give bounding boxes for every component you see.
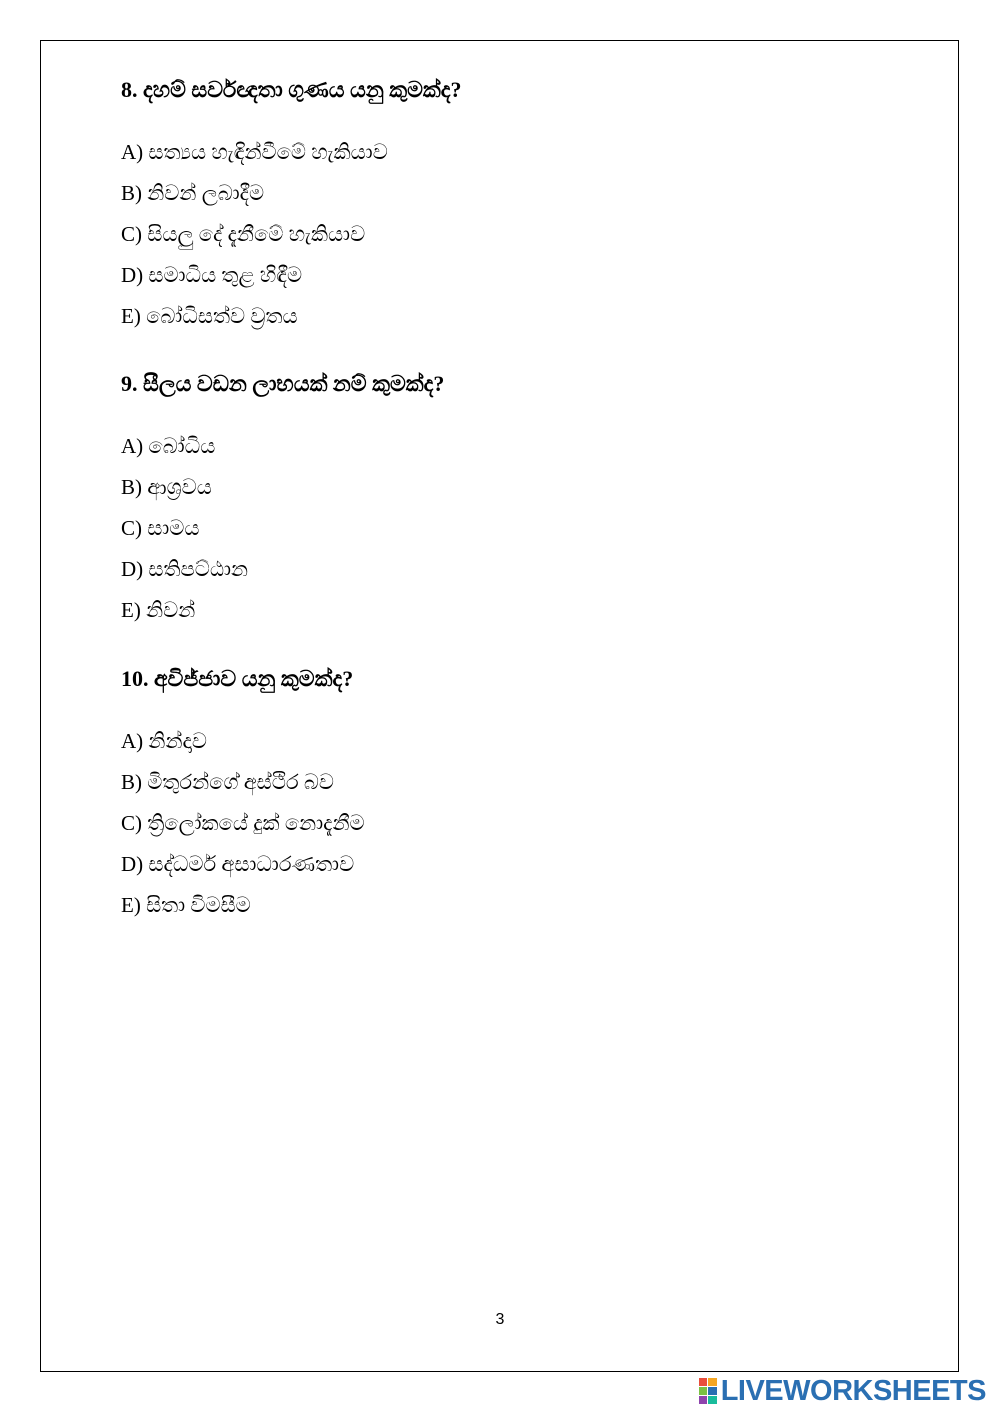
option-a[interactable]: A) බෝධිය: [121, 434, 216, 458]
option-b[interactable]: B) ආශ්‍රවය: [121, 475, 212, 499]
option-d[interactable]: D) සතිපට්ඨාන: [121, 557, 249, 581]
question-title: 10. අවිජ්ජාව යනු කුමක්ද?: [121, 666, 354, 691]
logo-square-3: [699, 1387, 708, 1395]
option-d[interactable]: D) සද්ධර්ම අසාධාරණතාව: [121, 852, 355, 876]
logo-square-5: [699, 1396, 708, 1404]
logo-square-4: [708, 1387, 717, 1395]
option-e[interactable]: E) බෝධිසත්ව ව්‍රතය: [121, 304, 298, 328]
brand-name: LIVEWORKSHEETS: [720, 1375, 986, 1407]
liveworksheets-logo-icon: [699, 1378, 717, 1404]
liveworksheets-brand[interactable]: [699, 1375, 986, 1407]
option-c[interactable]: C) සාමය: [121, 516, 200, 540]
option-b[interactable]: B) නිවන් ලබාදීම: [121, 181, 265, 205]
page-number: 3: [495, 1311, 505, 1328]
question-title: 9. සීලය වඩන ලාභයක් නම් කුමක්ද?: [121, 371, 445, 396]
question-10: [121, 664, 921, 931]
option-c[interactable]: C) ත්‍රිලෝකයේ දුක් නොදැනීම: [121, 811, 365, 835]
logo-square-6: [708, 1396, 717, 1404]
option-list: [121, 137, 921, 342]
option-e[interactable]: E) සිතා විමසීම: [121, 893, 251, 917]
option-a[interactable]: A) නින්දාව: [121, 729, 207, 753]
question-9: [121, 369, 921, 636]
option-d[interactable]: D) සමාධිය තුළ හිඳීම: [121, 263, 303, 287]
option-c[interactable]: C) සියලු දේ දැනීමේ හැකියාව: [121, 222, 366, 246]
question-8: [121, 75, 921, 342]
option-list: [121, 431, 921, 636]
option-b[interactable]: B) මිතුරන්ගේ අස්ථිර බව: [121, 770, 335, 794]
option-e[interactable]: E) නිවන්: [121, 598, 196, 622]
option-list: [121, 726, 921, 931]
question-title: 8. දහම් සර්වඥතා ගුණය යනු කුමක්ද?: [121, 77, 462, 102]
logo-square-2: [708, 1378, 717, 1386]
logo-square-1: [699, 1378, 708, 1386]
option-a[interactable]: A) සත්‍යය හැඳින්වීමේ හැකියාව: [121, 140, 388, 164]
